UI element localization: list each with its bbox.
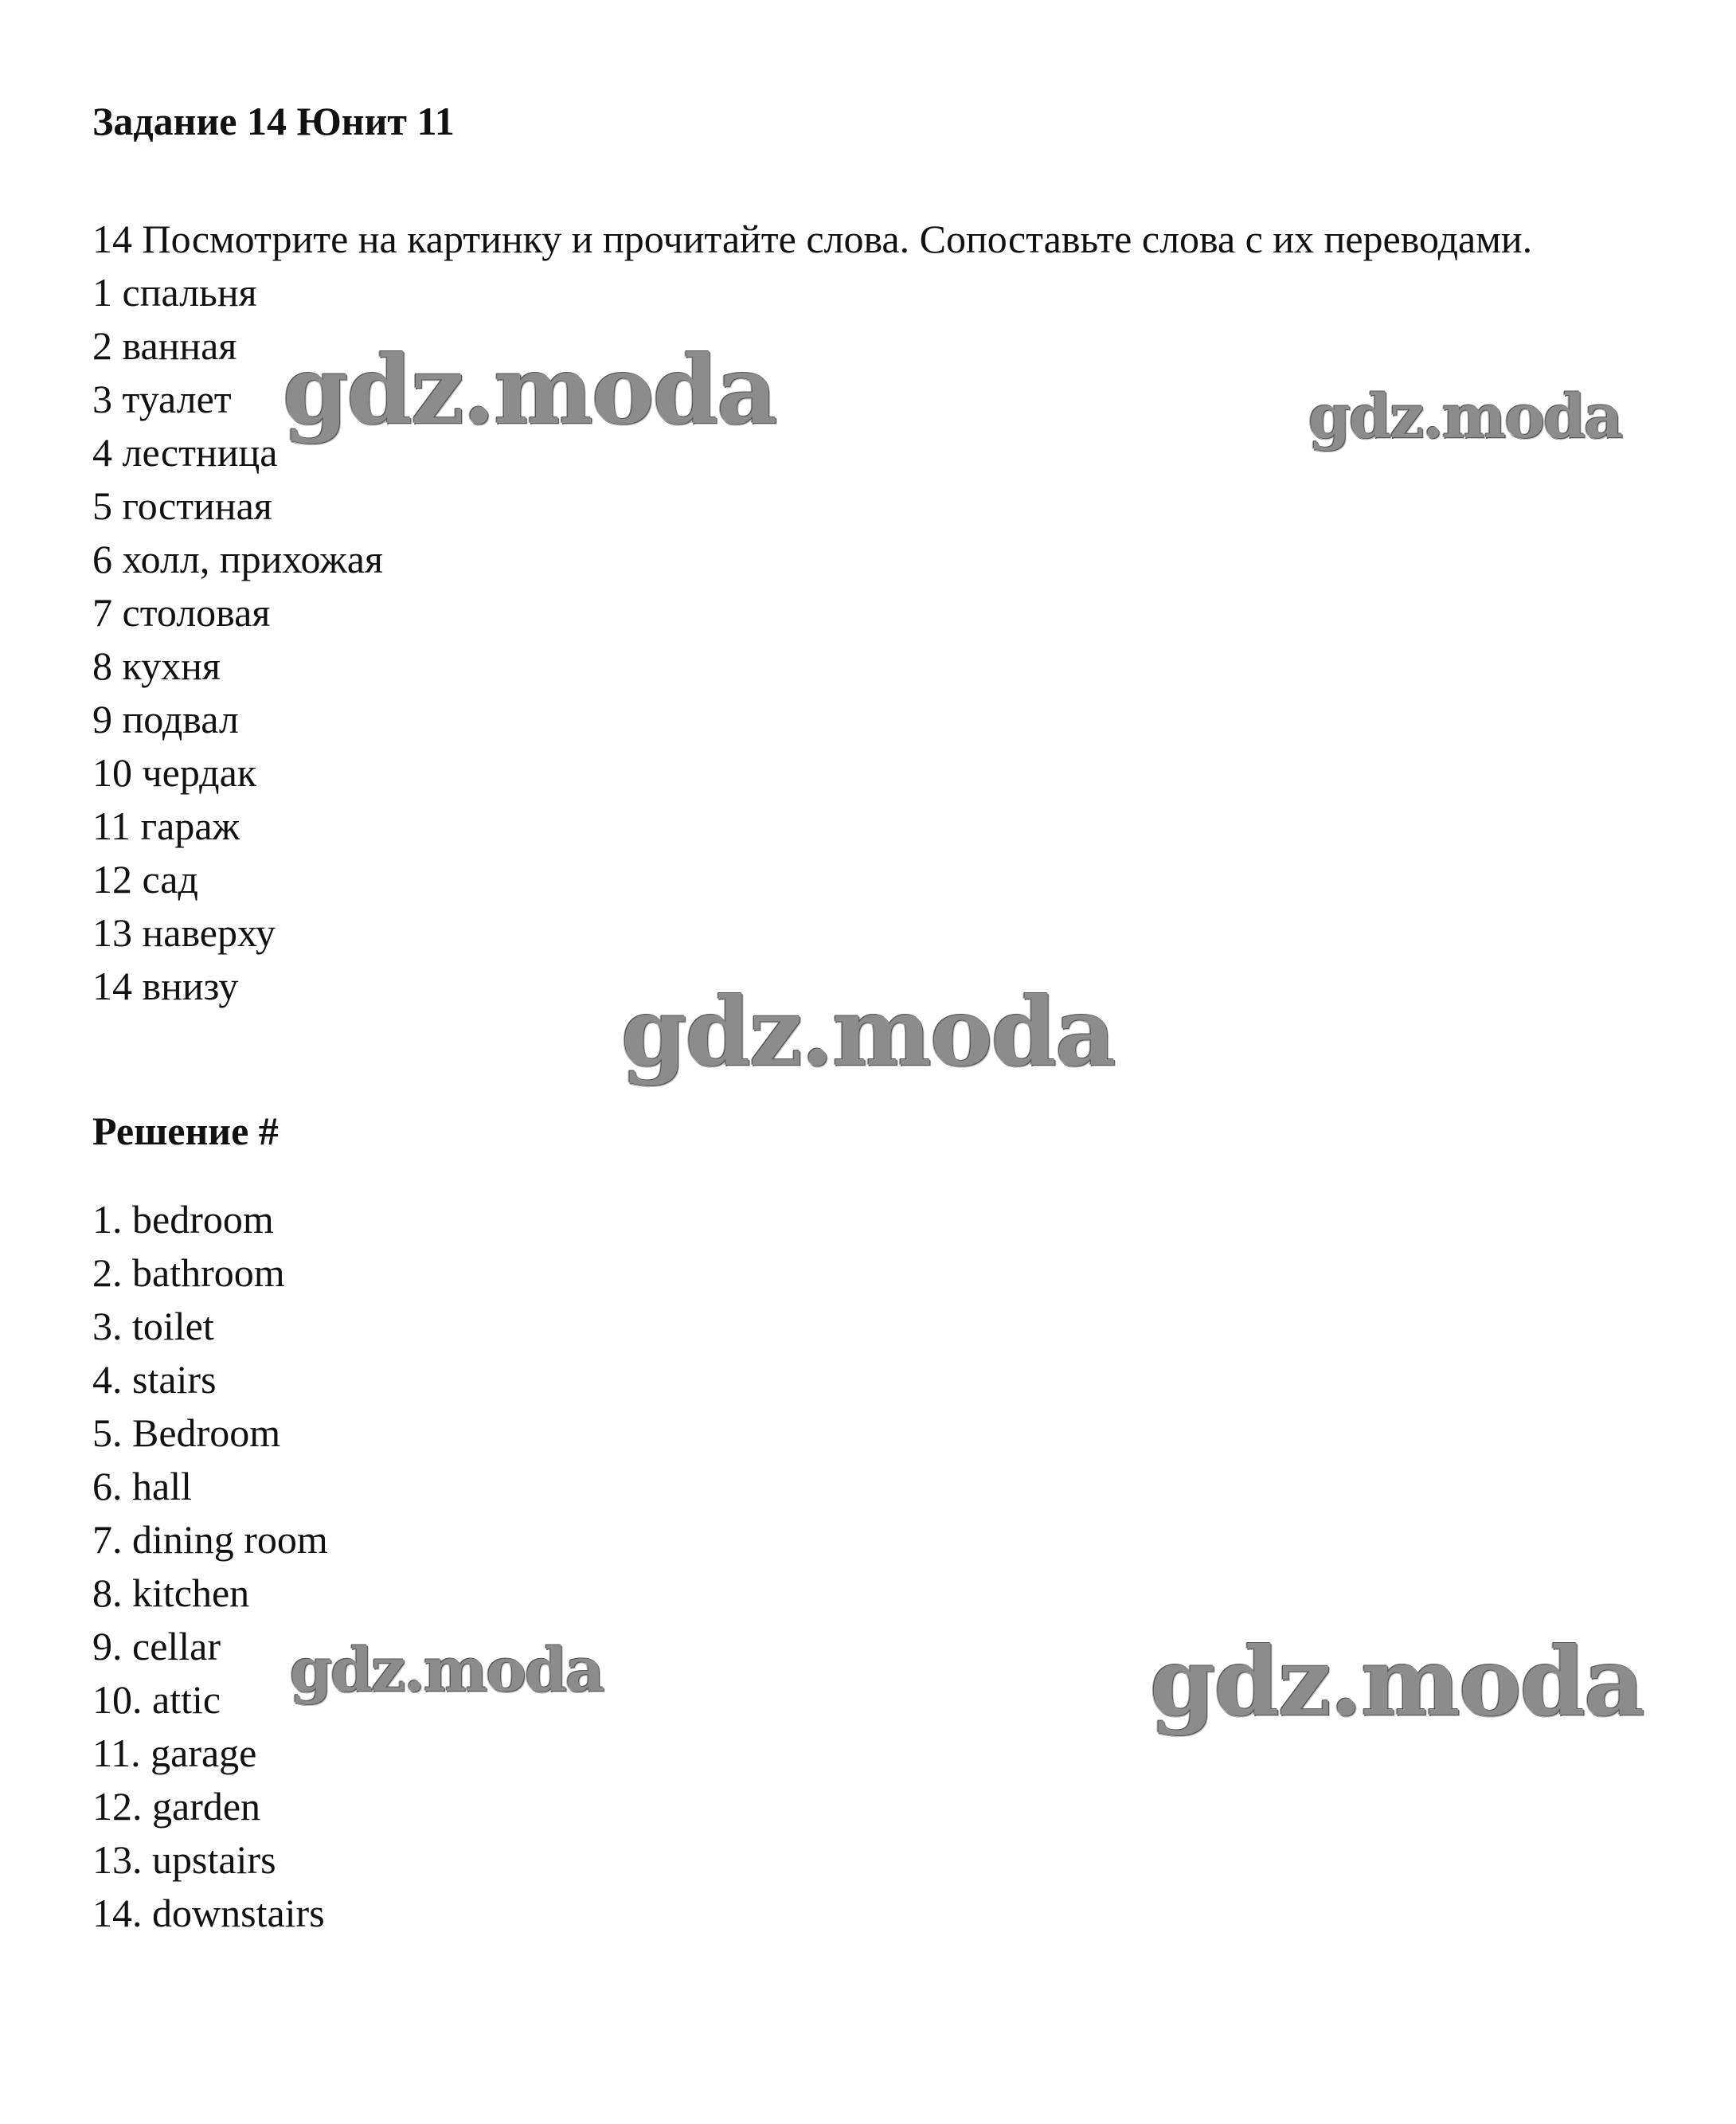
solution-heading: Решение # bbox=[92, 1109, 279, 1153]
list-item: 8. kitchen bbox=[92, 1571, 250, 1615]
list-item: 12 сад bbox=[92, 857, 198, 902]
watermark: gdz.moda bbox=[1308, 381, 1622, 452]
list-item: 13. upstairs bbox=[92, 1837, 276, 1882]
list-item: 4. stairs bbox=[92, 1357, 217, 1402]
list-item: 12. garden bbox=[92, 1784, 261, 1829]
list-item: 1. bedroom bbox=[92, 1197, 274, 1242]
watermark: gdz.moda bbox=[1150, 1626, 1644, 1737]
list-item: 5. Bedroom bbox=[92, 1410, 281, 1455]
list-item: 7 столовая bbox=[92, 590, 271, 635]
document-page bbox=[92, 94, 1647, 1940]
list-item: 9. cellar bbox=[92, 1624, 221, 1668]
watermark: gdz.moda bbox=[290, 1634, 604, 1705]
list-item: 11. garage bbox=[92, 1731, 257, 1775]
list-item: 8 кухня bbox=[92, 643, 221, 688]
watermark: gdz.moda bbox=[621, 976, 1115, 1087]
task-instruction: 14 Посмотрите на картинку и прочитайте слова. Сопоставьте слова с их переводами. bbox=[92, 217, 1533, 261]
list-item: 9 подвал bbox=[92, 697, 239, 741]
list-item: 3 туалет bbox=[92, 377, 232, 421]
list-item: 2. bathroom bbox=[92, 1250, 285, 1295]
list-item: 4 лестница bbox=[92, 430, 278, 475]
list-item: 13 наверху bbox=[92, 910, 276, 955]
task-title: Задание 14 Юнит 11 bbox=[92, 99, 455, 143]
list-item: 11 гараж bbox=[92, 804, 240, 848]
list-item: 14. downstairs bbox=[92, 1891, 325, 1935]
list-item: 5 гостиная bbox=[92, 483, 272, 528]
list-item: 1 спальня bbox=[92, 270, 257, 315]
list-item: 7. dining room bbox=[92, 1517, 328, 1562]
answer-list bbox=[92, 1193, 1647, 1940]
list-item: 10 чердак bbox=[92, 750, 257, 795]
list-item: 10. attic bbox=[92, 1677, 221, 1722]
list-item: 3. toilet bbox=[92, 1304, 214, 1348]
list-item: 6 холл, прихожая bbox=[92, 537, 383, 581]
list-item: 6. hall bbox=[92, 1464, 192, 1508]
watermark: gdz.moda bbox=[283, 334, 776, 445]
list-item: 2 ванная bbox=[92, 323, 237, 368]
list-item: 14 внизу bbox=[92, 964, 239, 1008]
russian-word-list bbox=[92, 266, 1647, 1013]
